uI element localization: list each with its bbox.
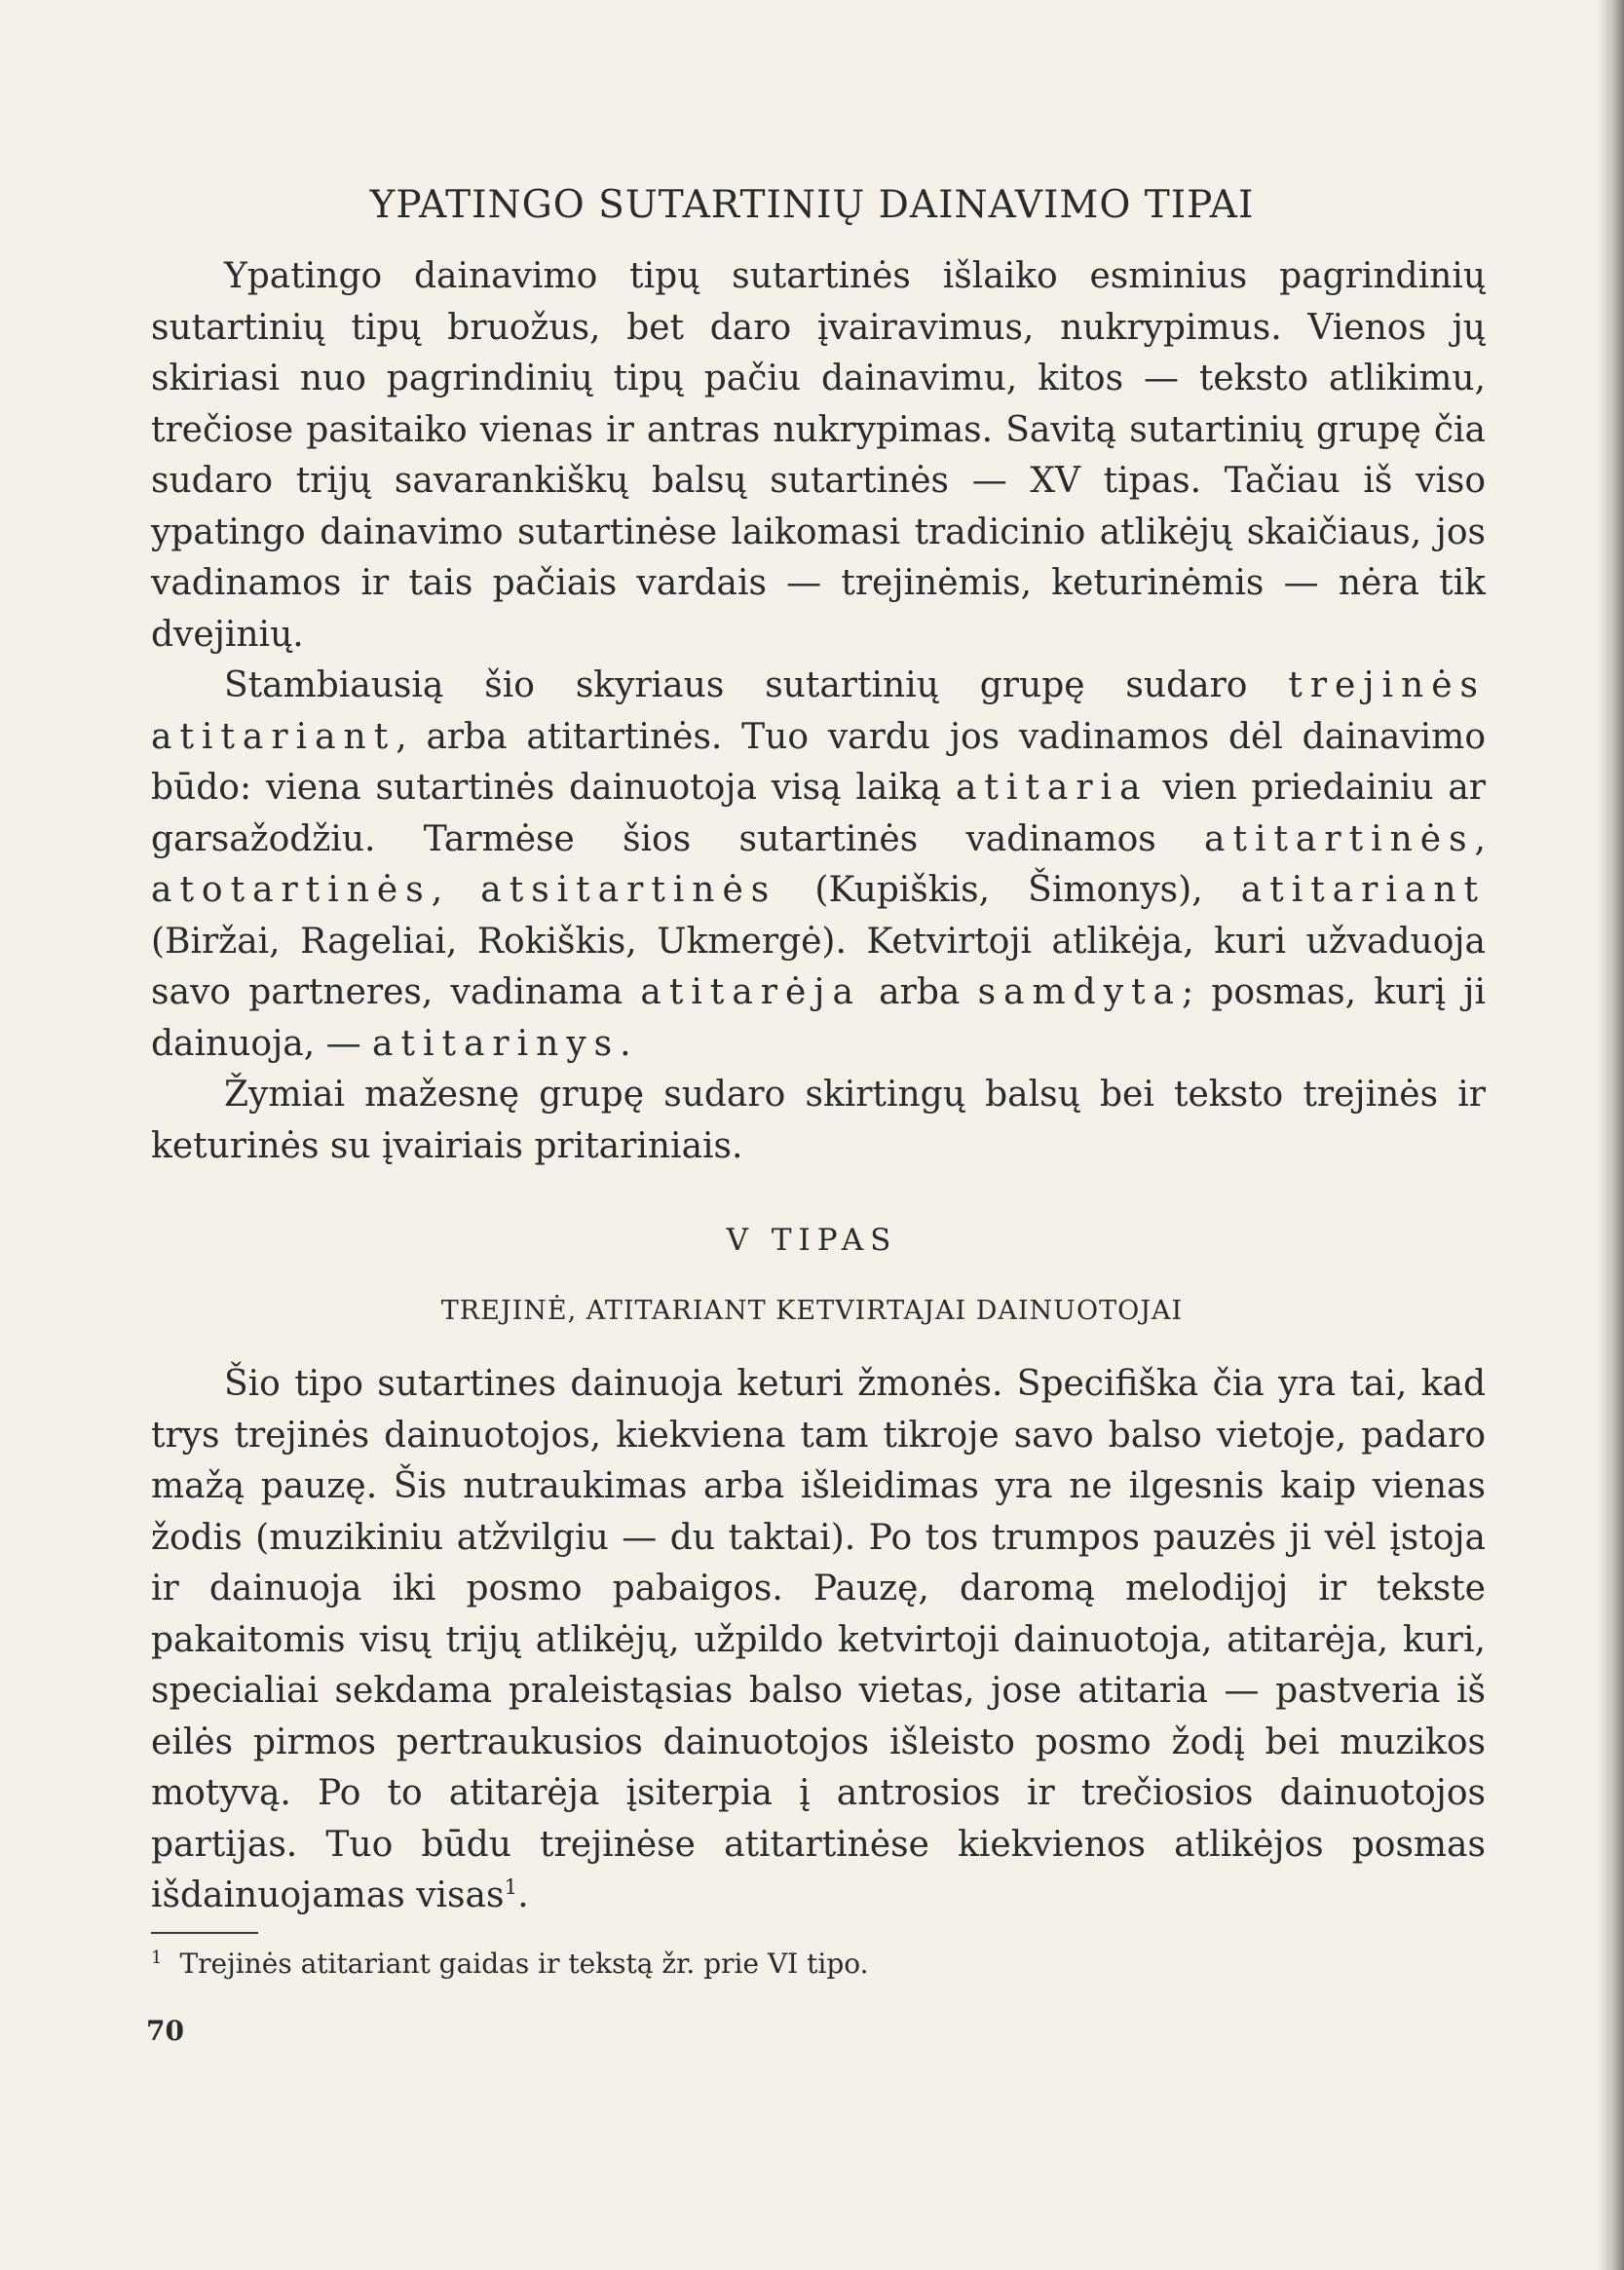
text-run: , bbox=[1474, 818, 1486, 859]
text-run: (Biržai, Rageliai, Rokiškis, Ukmergė). Ketvirtoji atlikėja, kuri užvaduoja savo partneres, vadinama bbox=[151, 921, 1486, 1012]
spaced-term: atitaria bbox=[955, 768, 1149, 808]
text-run: Stambiausią šio skyriaus sutartinių grupę sudaro bbox=[224, 665, 1289, 705]
footnote bbox=[151, 1945, 1417, 1984]
running-head: YPATINGO SUTARTINIŲ DAINAVIMO TIPAI bbox=[369, 183, 1255, 227]
footnote-marker: 1 bbox=[151, 1947, 163, 1968]
text-run: (Kupiškis, Šimonys), bbox=[776, 870, 1241, 910]
spaced-term: trejinės atitariant bbox=[151, 665, 1486, 757]
section-subtitle: TREJINĖ, ATITARIANT KETVIRTAJAI DAINUOTOJAI bbox=[440, 1296, 1184, 1326]
text-run: . bbox=[620, 1023, 631, 1064]
spaced-term: samdyta bbox=[977, 972, 1182, 1012]
text-run: arba bbox=[860, 972, 978, 1012]
text-run: , bbox=[431, 870, 481, 910]
footnote-rule bbox=[151, 1932, 258, 1934]
intro-paragraph-2 bbox=[151, 661, 1486, 1070]
intro-text bbox=[151, 251, 1486, 1172]
section-paragraph-1 bbox=[151, 1359, 1486, 1922]
spaced-term: atsitartinės bbox=[480, 870, 777, 910]
footnote-reference: 1 bbox=[504, 1875, 518, 1900]
page-edge-shadow bbox=[1597, 0, 1624, 2270]
spaced-term: atitariant bbox=[1240, 870, 1486, 910]
section-title: V TIPAS bbox=[726, 1223, 898, 1258]
text-run: Šio tipo sutartines dainuoja keturi žmonės. Specifiška čia yra tai, kad trys trejinės dainuotojos, kiekviena tam tikroje savo balso vietoje, padaro mažą pauzę. Šis nutraukimas arba išleidimas yra ne ilgesnis kaip vienas žodis (muzikiniu atžvilgiu — du taktai). Po tos trumpos pauzės ji vėl įstoja ir dainuoja iki posmo pabaigos. Pauzę, daromą melodijoj ir tekste pakaitomis visų trijų atlikėjų, užpildo ketvirtoji dainuotoja, atitarėja, kuri, specialiai sekdama praleistąsias balso vietas, jose atitaria — pastveria iš eilės pirmos pertraukusios dainuotojos išleisto posmo žodį bei muzikos motyvą. Po to atitarėja įsiterpia į antrosios ir trečiosios dainuotojos partijas. Tuo būdu trejinėse atitartinėse kiekvienos atlikėjos posmas išdainuojamas visas bbox=[151, 1364, 1486, 1915]
spaced-term: atitarinys bbox=[372, 1023, 621, 1064]
text-run: , arba atitartinės. Tuo vardu jos vadinamos dėl dainavimo būdo: viena sutartinės dainuotoja visą laiką bbox=[151, 716, 1486, 808]
spaced-term: atitartinės bbox=[1204, 818, 1475, 859]
page-number: 70 bbox=[146, 2015, 184, 2047]
intro-paragraph-3: Žymiai mažesnę grupę sudaro skirtingų balsų bei teksto trejinės ir keturinės su įvairiais pritariniais. bbox=[151, 1075, 1486, 1166]
text-run: vien priedainiu ar garsažodžiu. Tarmėse šios sutartinės vadinamos bbox=[151, 768, 1486, 859]
spaced-term: atotartinės bbox=[151, 870, 432, 910]
intro-paragraph-1: Ypatingo dainavimo tipų sutartinės išlaiko esminius pagrindinių sutartinių tipų bruožus, bet daro įvairavimus, nukrypimus. Vienos jų skiriasi nuo pagrindinių tipų pačiu dainavimu, kitos — teksto atlikimu, trečiose pasitaiko vienas ir antras nukrypimas. Savitą sutartinių grupę čia sudaro trijų savarankiškų balsų sutartinės — XV tipas. Tačiau iš viso ypatingo dainavimo sutartinėse laikomasi tradicinio atlikėjų skaičiaus, jos vadinamos ir tais pačiais vardais — trejinėmis, keturinėmis — nėra tik dvejinių. bbox=[151, 256, 1486, 655]
spaced-term: atitarėja bbox=[640, 972, 861, 1012]
footnote-text: Trejinės atitariant gaidas ir tekstą žr. prie VI tipo. bbox=[179, 1948, 869, 1980]
text-run: . bbox=[517, 1875, 529, 1915]
text-run: ; posmas, kurį ji dainuoja, — bbox=[151, 972, 1486, 1064]
section-text bbox=[151, 1359, 1486, 1922]
